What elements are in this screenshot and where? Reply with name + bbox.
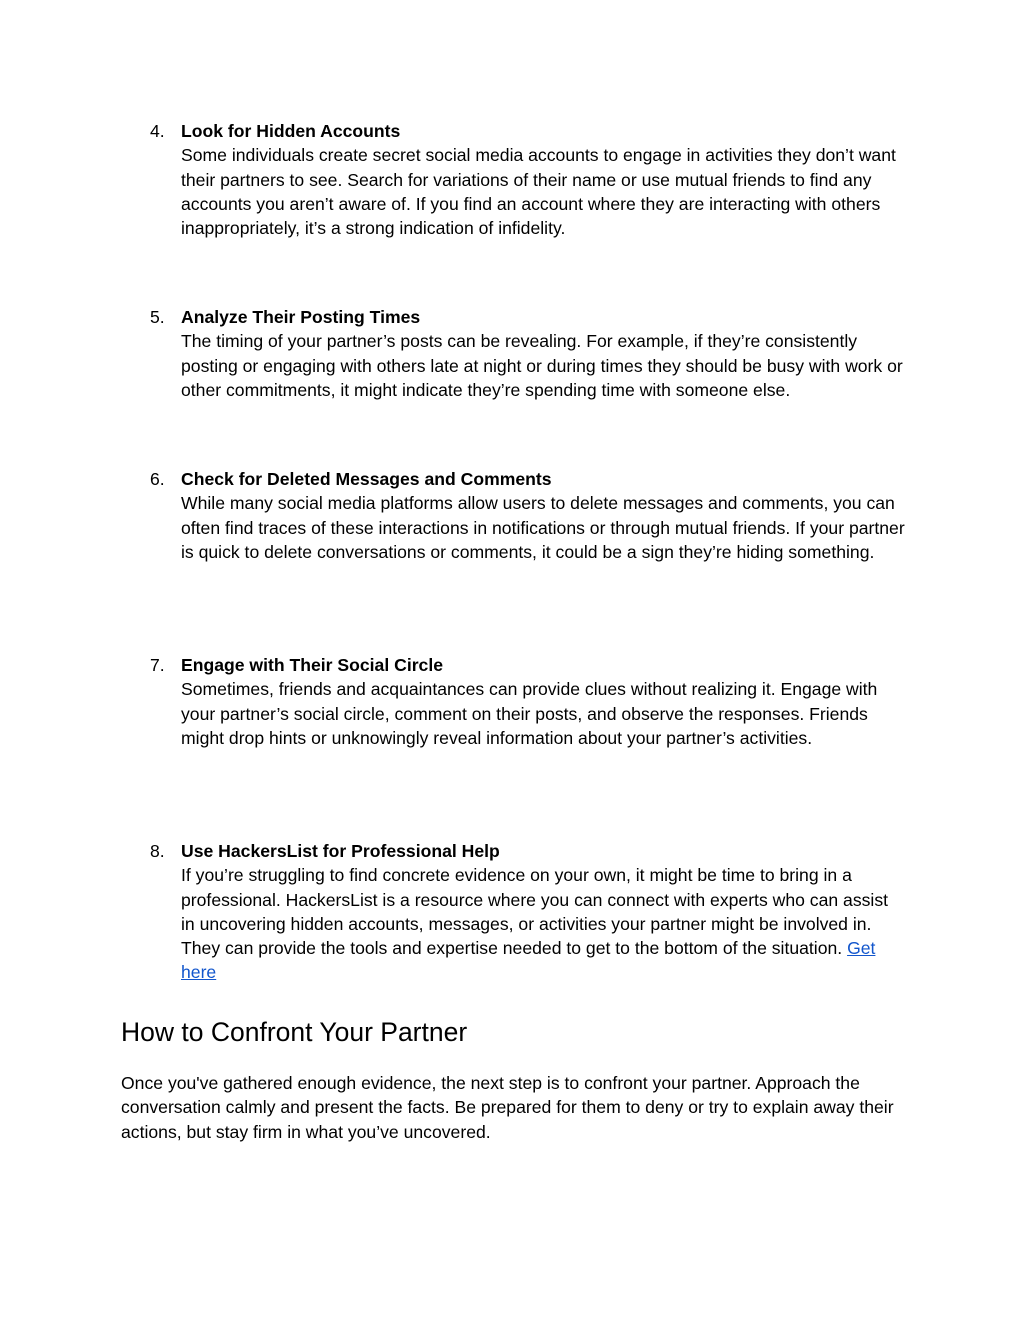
- list-item-text-with-link: [181, 863, 906, 984]
- list-item-title: Engage with Their Social Circle: [181, 655, 444, 675]
- list-item-title: Use HackersList for Professional Help: [181, 841, 500, 861]
- list-item-number: 5.: [150, 307, 165, 327]
- list-item-text: The timing of your partner’s posts can be revealing. For example, if they’re consistently posting or engaging with others late at night or during times they should be busy with work or other commitments, it might indicate they’re spending time with someone else.: [181, 331, 903, 400]
- list-item-title: Analyze Their Posting Times: [181, 307, 421, 327]
- list-item-number: 8.: [150, 841, 165, 861]
- section-heading: How to Confront Your Partner: [121, 1017, 468, 1047]
- list-item-text: While many social media platforms allow users to delete messages and comments, you can often find traces of these interactions in notifications or through mutual friends. If your partner is quick to delete conversations or comments, it could be a sign they’re hiding something.: [181, 493, 905, 562]
- list-item-body: [181, 305, 906, 402]
- list-item-text: Sometimes, friends and acquaintances can provide clues without realizing it. Engage with your partner’s social circle, comment on their posts, and observe the responses. Friends might drop hints or unknowingly reveal information about your partner’s activities.: [181, 679, 878, 748]
- list-item-number: 7.: [150, 655, 165, 675]
- list-item-title: Check for Deleted Messages and Comments: [181, 469, 552, 489]
- list-item-number: 4.: [150, 121, 165, 141]
- list-item-text: If you’re struggling to find concrete evidence on your own, it might be time to bring in a professional. HackersList is a resource where you can connect with experts who can assist in uncovering hidden accounts, messages, or activities your partner might be involved in. They can provide the tools and expertise needed to get to the bottom of the situation.: [181, 865, 889, 959]
- list-item-title: Look for Hidden Accounts: [181, 121, 401, 141]
- list-item-body: [181, 119, 906, 240]
- get-here-link[interactable]: Get here: [181, 938, 876, 983]
- list-item-body: [181, 467, 906, 564]
- list-item-text: Some individuals create secret social media accounts to engage in activities they don’t want their partners to see. Search for variations of their name or use mutual friends to find any accounts you aren’t aware of. If you find an account where they are interacting with others inappropriately, it’s a strong indication of infidelity.: [181, 145, 896, 239]
- section-paragraph: Once you've gathered enough evidence, the next step is to confront your partner. Approach the conversation calmly and present the facts. Be prepared for them to deny or try to explain away their actions, but stay firm in what you’ve uncovered.: [121, 1073, 894, 1142]
- list-item-number: 6.: [150, 469, 165, 489]
- list-item-body: [181, 653, 906, 750]
- list-item-body: [181, 839, 906, 985]
